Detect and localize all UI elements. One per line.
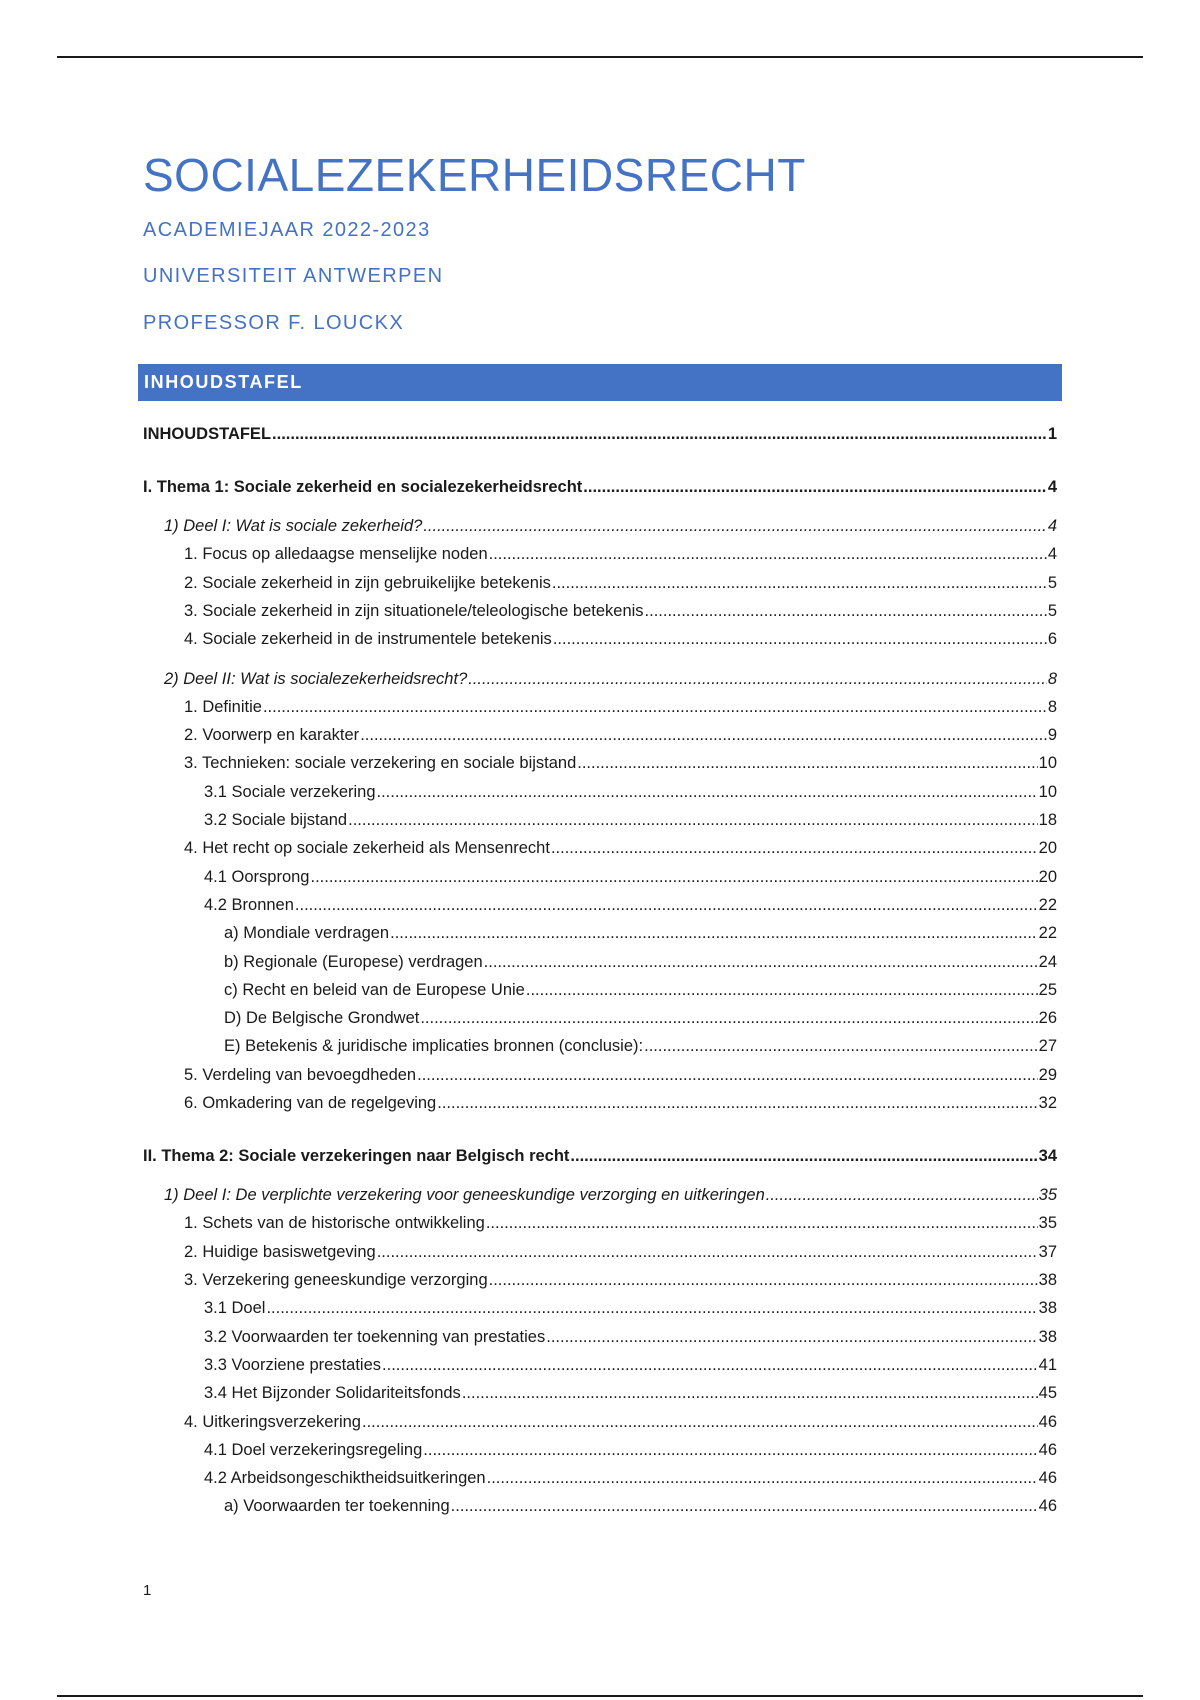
toc-entry[interactable]: 3.2 Voorwaarden ter toekenning van prestaties ..... 38: [143, 1323, 1057, 1351]
toc-entry[interactable]: 2. Voorwerp en karakter ..... 9: [143, 721, 1057, 749]
professor: PROFESSOR F. LOUCKX: [143, 312, 405, 334]
toc-entry[interactable]: INHOUDSTAFEL ..... 1: [143, 420, 1057, 448]
toc-entry[interactable]: 2. Huidige basiswetgeving ..... 37: [143, 1238, 1057, 1266]
toc-entry[interactable]: 4.1 Oorsprong ..... 20: [143, 863, 1057, 891]
toc-entry[interactable]: D) De Belgische Grondwet ..... 26: [143, 1004, 1057, 1032]
header-rule: [57, 56, 1143, 58]
toc-entry[interactable]: II. Thema 2: Sociale verzekeringen naar Belgisch recht ..... 34: [143, 1142, 1057, 1170]
academic-year: ACADEMIEJAAR 2022-2023: [143, 219, 431, 241]
table-of-contents: [143, 420, 1057, 1521]
toc-entry[interactable]: 2. Sociale zekerheid in zijn gebruikelijke betekenis ..... 5: [143, 569, 1057, 597]
toc-entry[interactable]: 3.2 Sociale bijstand ..... 18: [143, 806, 1057, 834]
toc-entry[interactable]: 4.2 Arbeidsongeschiktheidsuitkeringen ..... 46: [143, 1464, 1057, 1492]
toc-entry[interactable]: 4. Uitkeringsverzekering ..... 46: [143, 1408, 1057, 1436]
toc-entry[interactable]: c) Recht en beleid van de Europese Unie ..... 25: [143, 976, 1057, 1004]
toc-entry[interactable]: 4. Sociale zekerheid in de instrumentele betekenis ..... 6: [143, 625, 1057, 653]
footer-rule: [57, 1695, 1143, 1697]
toc-heading: INHOUDSTAFEL: [144, 372, 303, 392]
toc-entry[interactable]: 3.1 Doel ..... 38: [143, 1294, 1057, 1322]
toc-entry[interactable]: 1. Focus op alledaagse menselijke noden ..... 4: [143, 540, 1057, 568]
toc-entry[interactable]: 3. Technieken: sociale verzekering en sociale bijstand ..... 10: [143, 749, 1057, 777]
document-title: SOCIALEZEKERHEIDSRECHT: [143, 149, 806, 201]
toc-entry[interactable]: 3. Sociale zekerheid in zijn situationele/teleologische betekenis ..... 5: [143, 597, 1057, 625]
toc-entry[interactable]: a) Mondiale verdragen ..... 22: [143, 919, 1057, 947]
toc-entry[interactable]: 3.4 Het Bijzonder Solidariteitsfonds ..... 45: [143, 1379, 1057, 1407]
toc-entry[interactable]: E) Betekenis & juridische implicaties bronnen (conclusie): ..... 27: [143, 1032, 1057, 1060]
toc-entry[interactable]: 4. Het recht op sociale zekerheid als Mensenrecht ..... 20: [143, 834, 1057, 862]
toc-entry[interactable]: 4.1 Doel verzekeringsregeling ..... 46: [143, 1436, 1057, 1464]
toc-heading-banner: [138, 364, 1062, 401]
toc-entry[interactable]: 4.2 Bronnen ..... 22: [143, 891, 1057, 919]
toc-entry[interactable]: 2) Deel II: Wat is socialezekerheidsrecht? ..... 8: [143, 665, 1057, 693]
toc-entry[interactable]: 3. Verzekering geneeskundige verzorging ..... 38: [143, 1266, 1057, 1294]
toc-entry[interactable]: a) Voorwaarden ter toekenning ..... 46: [143, 1492, 1057, 1520]
toc-entry[interactable]: I. Thema 1: Sociale zekerheid en socialezekerheidsrecht ..... 4: [143, 473, 1057, 501]
university: UNIVERSITEIT ANTWERPEN: [143, 265, 444, 287]
toc-entry[interactable]: 1. Definitie ..... 8: [143, 693, 1057, 721]
page-number: 1: [143, 1582, 152, 1599]
toc-entry[interactable]: 3.1 Sociale verzekering ..... 10: [143, 778, 1057, 806]
toc-entry[interactable]: 3.3 Voorziene prestaties ..... 41: [143, 1351, 1057, 1379]
toc-entry[interactable]: 1) Deel I: Wat is sociale zekerheid? ..... 4: [143, 512, 1057, 540]
toc-entry[interactable]: b) Regionale (Europese) verdragen ..... 24: [143, 948, 1057, 976]
toc-entry[interactable]: 6. Omkadering van de regelgeving ..... 32: [143, 1089, 1057, 1117]
toc-entry[interactable]: 1. Schets van de historische ontwikkeling ..... 35: [143, 1209, 1057, 1237]
toc-entry[interactable]: 5. Verdeling van bevoegdheden ..... 29: [143, 1061, 1057, 1089]
toc-entry[interactable]: 1) Deel I: De verplichte verzekering voor geneeskundige verzorging en uitkeringen ..... 35: [143, 1181, 1057, 1209]
